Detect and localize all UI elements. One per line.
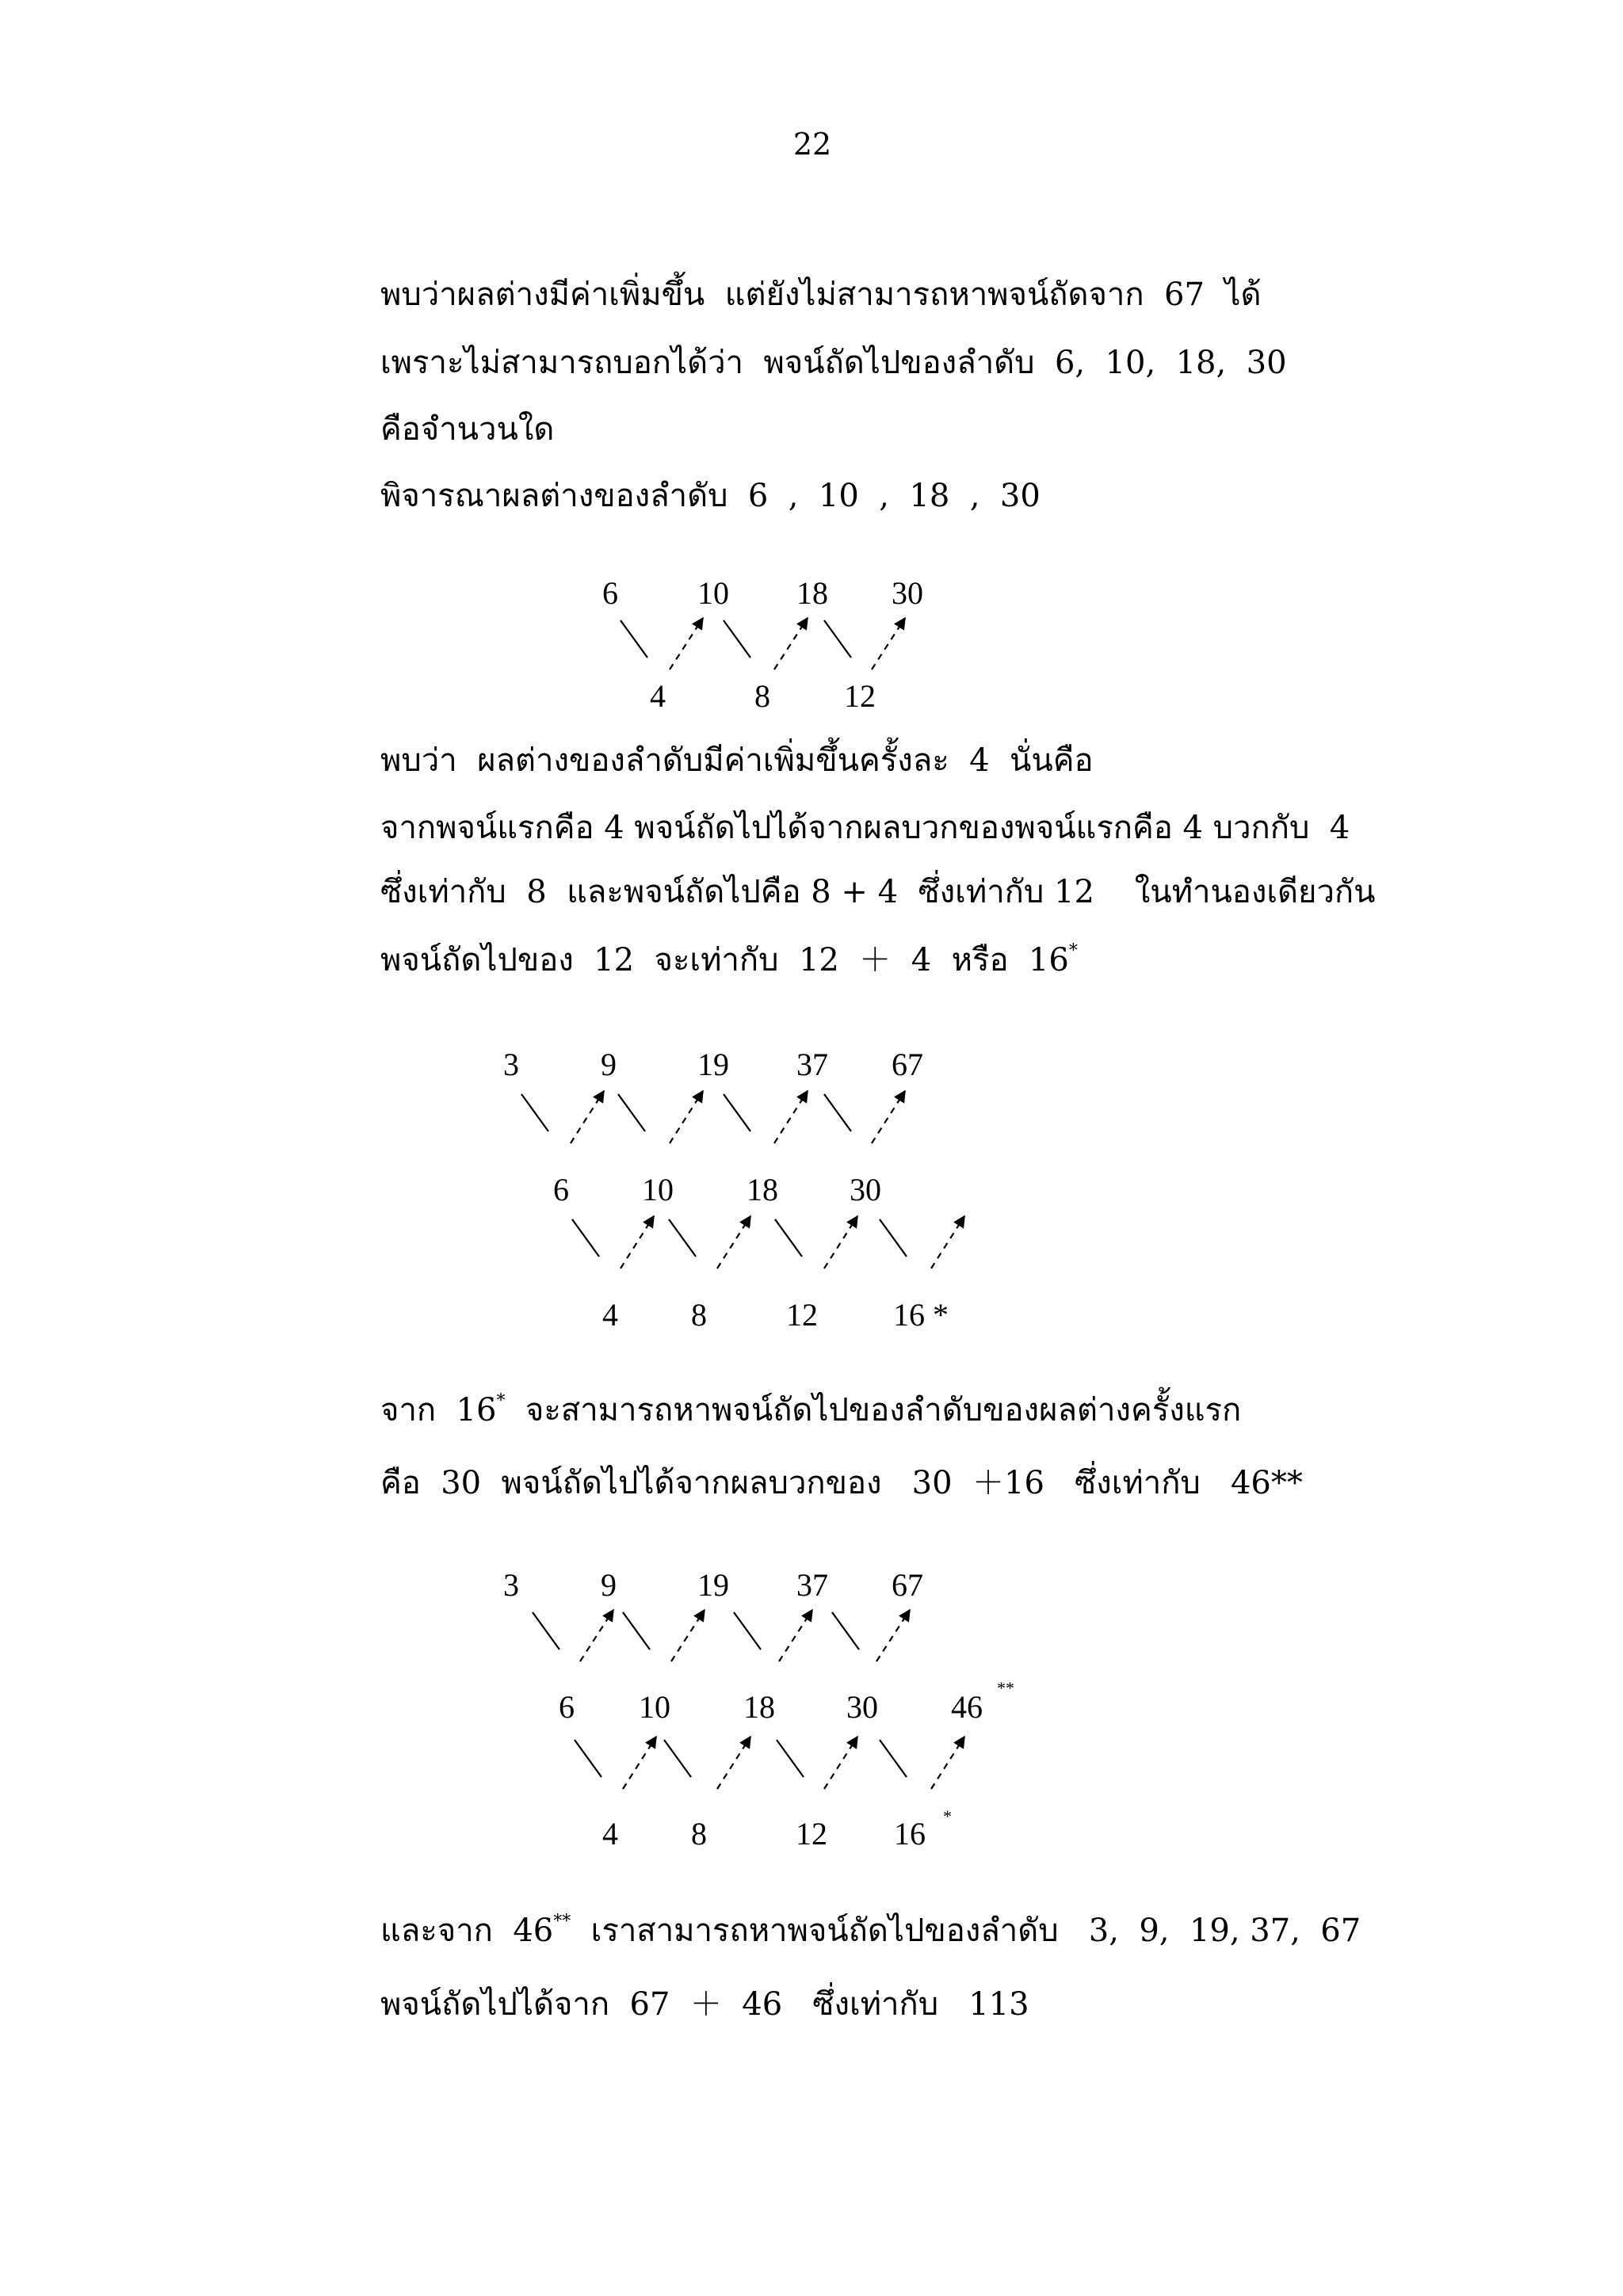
sequence-term: 9 — [601, 1047, 617, 1082]
difference-term: 10 — [639, 1689, 670, 1725]
difference-line — [880, 1219, 907, 1257]
dashed-arrow — [872, 1091, 905, 1143]
paragraph-line: พิจารณาผลต่างของลำดับ 6 , 10 , 18 , 30 — [380, 478, 1041, 514]
paragraph-text: จาก 16 — [380, 1392, 497, 1428]
difference-line — [669, 1219, 696, 1257]
dashed-arrow — [872, 618, 905, 669]
sequence-term: 6 — [602, 575, 618, 611]
footnote-mark: * — [1068, 941, 1078, 961]
paragraph-text: และจาก 46 — [380, 1913, 554, 1949]
second-difference-term: 16 — [894, 1816, 926, 1852]
dashed-arrow — [571, 1091, 604, 1143]
difference-line — [824, 620, 851, 658]
dashed-arrow — [824, 1216, 857, 1268]
dashed-arrow — [623, 1737, 656, 1789]
difference-line — [664, 1740, 691, 1777]
second-difference-term: 8 — [691, 1297, 707, 1333]
dashed-arrow — [717, 1216, 750, 1268]
difference-diagram-3 — [0, 1562, 1623, 1863]
second-difference-term: 8 — [691, 1816, 707, 1852]
paragraph-line: คือจำนวนใด — [380, 411, 555, 448]
page-number: 22 — [792, 127, 832, 162]
difference-line — [724, 620, 750, 658]
second-difference-term: 12 — [786, 1297, 818, 1333]
dashed-arrow — [621, 1216, 654, 1268]
second-difference-term: 12 — [796, 1816, 827, 1852]
difference-line — [832, 1612, 859, 1650]
paragraph-line: ซึ่งเท่ากับ 8 และพจน์ถัดไปคือ 8 + 4 ซึ่งเท่ากับ 12 ในทำนองเดียวกัน — [380, 874, 1376, 910]
dashed-arrow — [717, 1737, 750, 1789]
paragraph-text: จะสามารถหาพจน์ถัดไปของลำดับของผลต่างครั้งแรก — [505, 1392, 1242, 1428]
paragraph-line: พบว่าผลต่างมีค่าเพิ่มขึ้น แต่ยังไม่สามารถหาพจน์ถัดจาก 67 ได้ — [380, 277, 1262, 313]
difference-term: 6 — [559, 1689, 575, 1725]
footnote-mark: * — [496, 1391, 506, 1411]
difference-term: 30 — [846, 1689, 878, 1725]
difference-line — [777, 1740, 804, 1777]
difference-term: 30 — [850, 1172, 881, 1207]
difference-line — [575, 1740, 601, 1777]
paragraph-line: พบว่า ผลต่างของลำดับมีค่าเพิ่มขึ้นครั้งละ 4 นั่นคือ — [380, 742, 1094, 779]
second-difference-term: 16 * — [893, 1297, 949, 1333]
difference-term: 4 — [650, 678, 666, 714]
difference-line — [623, 1612, 650, 1650]
difference-diagram-1 — [0, 570, 1623, 721]
paragraph-line — [380, 1912, 1361, 1949]
difference-term: 6 — [553, 1172, 569, 1207]
difference-term: 12 — [844, 678, 876, 714]
paragraph-line — [380, 1391, 1242, 1428]
dashed-arrow — [580, 1610, 613, 1661]
sequence-term: 30 — [892, 575, 923, 611]
difference-line — [618, 1094, 645, 1131]
paragraph-line: จากพจน์แรกคือ 4 พจน์ถัดไปได้จากผลบวกของพจน์แรกคือ 4 บวกกับ 4 — [380, 810, 1350, 846]
dashed-arrow — [779, 1610, 812, 1661]
second-difference-term: 4 — [602, 1816, 618, 1852]
paragraph-line: คือ 30 พจน์ถัดไปได้จากผลบวกของ 30 ＋16 ซึ่งเท่ากับ 46** — [380, 1465, 1303, 1501]
difference-term: 18 — [747, 1172, 778, 1207]
sequence-term: 10 — [697, 575, 729, 611]
difference-term: 18 — [743, 1689, 775, 1725]
sequence-term: 67 — [892, 1047, 923, 1082]
footnote-mark: ** — [997, 1678, 1014, 1698]
dashed-arrow — [876, 1610, 910, 1661]
paragraph-text: เราสามารถหาพจน์ถัดไปของลำดับ 3, 9, 19, 37, 67 — [571, 1913, 1361, 1949]
difference-line — [880, 1740, 907, 1777]
sequence-term: 18 — [796, 575, 828, 611]
dashed-arrow — [931, 1216, 964, 1268]
difference-line — [734, 1612, 761, 1650]
difference-line — [521, 1094, 548, 1131]
difference-line — [572, 1219, 599, 1257]
sequence-term: 9 — [601, 1567, 617, 1603]
dashed-arrow — [774, 618, 808, 669]
footnote-mark: * — [943, 1806, 952, 1826]
dashed-arrow — [671, 1610, 705, 1661]
paragraph-line — [380, 941, 1078, 978]
sequence-term: 3 — [503, 1047, 519, 1082]
difference-line — [724, 1094, 750, 1131]
difference-line — [775, 1219, 802, 1257]
difference-line — [533, 1612, 559, 1650]
sequence-term: 19 — [697, 1567, 729, 1603]
dashed-arrow — [931, 1737, 964, 1789]
difference-term: 46 — [951, 1689, 983, 1725]
dashed-arrow — [670, 1091, 703, 1143]
sequence-term: 3 — [503, 1567, 519, 1603]
dashed-arrow — [824, 1737, 857, 1789]
sequence-term: 19 — [697, 1047, 729, 1082]
paragraph-text: พจน์ถัดไปของ 12 จะเท่ากับ 12 ＋ 4 หรือ 16 — [380, 942, 1069, 978]
sequence-term: 37 — [796, 1047, 828, 1082]
sequence-term: 67 — [892, 1567, 923, 1603]
second-difference-term: 4 — [602, 1297, 618, 1333]
dashed-arrow — [774, 1091, 808, 1143]
paragraph-line: เพราะไม่สามารถบอกได้ว่า พจน์ถัดไปของลำดับ 6, 10, 18, 30 — [380, 345, 1287, 381]
difference-term: 10 — [642, 1172, 674, 1207]
difference-term: 8 — [754, 678, 770, 714]
paragraph-line: พจน์ถัดไปได้จาก 67 ＋ 46 ซึ่งเท่ากับ 113 — [380, 1986, 1029, 2023]
sequence-term: 37 — [796, 1567, 828, 1603]
difference-diagram-2 — [0, 1042, 1623, 1343]
difference-line — [824, 1094, 851, 1131]
dashed-arrow — [670, 618, 703, 669]
footnote-mark: ** — [553, 1912, 571, 1932]
difference-line — [621, 620, 647, 658]
